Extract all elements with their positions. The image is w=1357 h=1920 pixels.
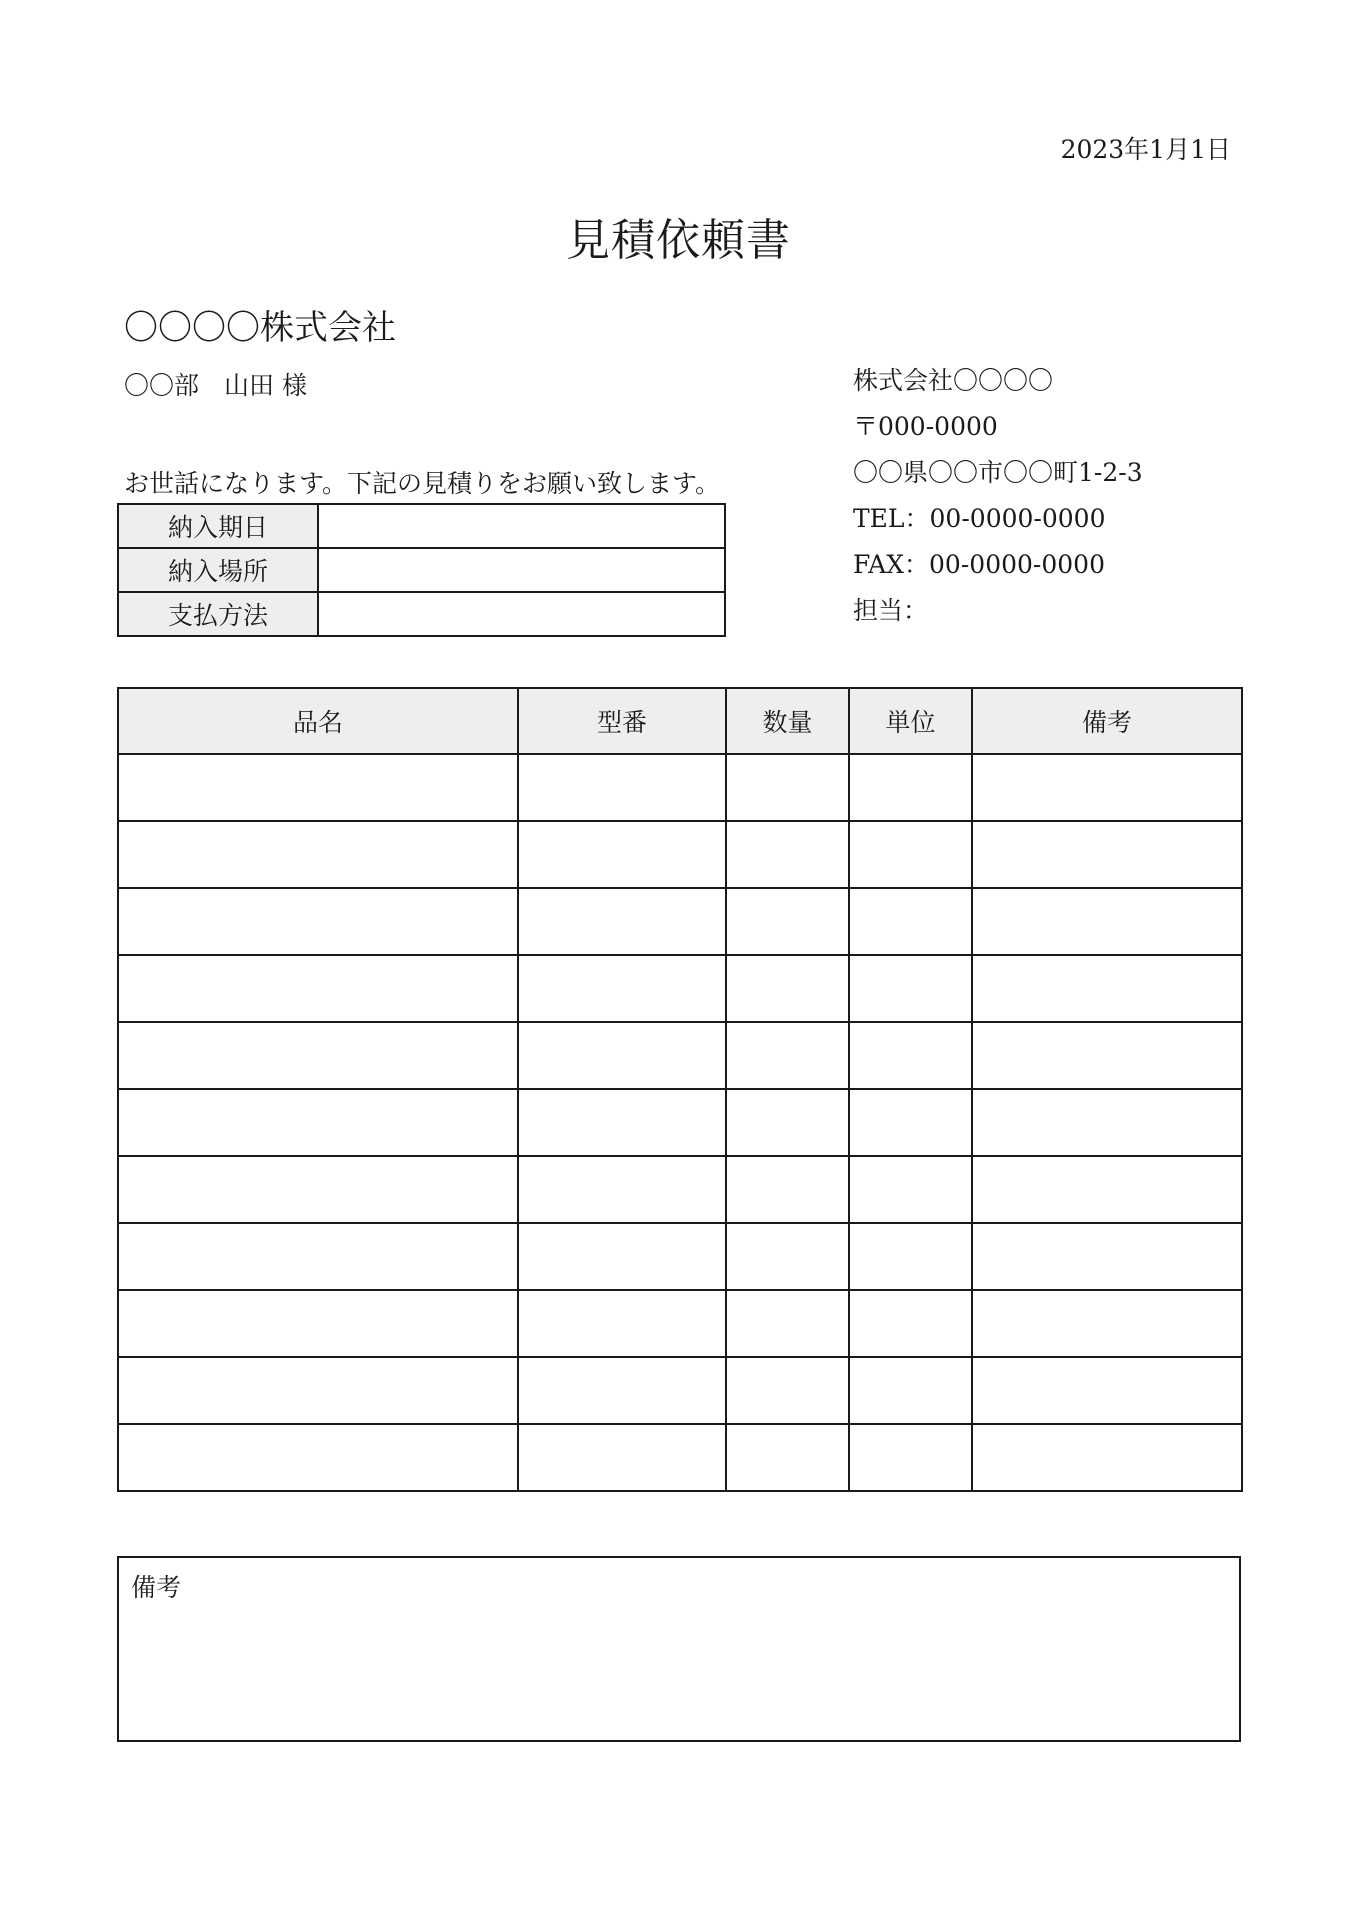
column-header-quantity: 数量 <box>726 688 849 754</box>
cell-quantity[interactable] <box>726 1424 849 1491</box>
items-table <box>117 687 1243 1492</box>
cell-item-name[interactable] <box>118 955 518 1022</box>
info-row-delivery-date <box>118 504 725 548</box>
cell-item-name[interactable] <box>118 1022 518 1089</box>
cell-model-number[interactable] <box>518 1290 726 1357</box>
cell-unit[interactable] <box>849 1223 972 1290</box>
sender-company: 株式会社〇〇〇〇 <box>853 366 1054 395</box>
delivery-info-table <box>117 503 726 637</box>
cell-quantity[interactable] <box>726 1290 849 1357</box>
cell-item-name[interactable] <box>118 821 518 888</box>
cell-model-number[interactable] <box>518 1089 726 1156</box>
cell-item-name[interactable] <box>118 1223 518 1290</box>
table-row <box>118 754 1242 821</box>
cell-quantity[interactable] <box>726 754 849 821</box>
remarks-box[interactable] <box>117 1556 1241 1742</box>
cell-item-name[interactable] <box>118 1290 518 1357</box>
cell-quantity[interactable] <box>726 821 849 888</box>
cell-notes[interactable] <box>972 1223 1242 1290</box>
table-row <box>118 1156 1242 1223</box>
cell-notes[interactable] <box>972 955 1242 1022</box>
sender-block <box>853 366 1143 642</box>
sender-postal: 〒000-0000 <box>853 412 998 441</box>
recipient-person: 〇〇部 山田 様 <box>124 371 307 400</box>
cell-notes[interactable] <box>972 821 1242 888</box>
column-header-unit: 単位 <box>849 688 972 754</box>
cell-item-name[interactable] <box>118 888 518 955</box>
cell-unit[interactable] <box>849 1357 972 1424</box>
cell-model-number[interactable] <box>518 1022 726 1089</box>
info-label: 納入期日 <box>118 504 318 548</box>
cell-unit[interactable] <box>849 1089 972 1156</box>
cell-unit[interactable] <box>849 1290 972 1357</box>
sender-address: 〇〇県〇〇市〇〇町1-2-3 <box>853 458 1143 487</box>
cell-unit[interactable] <box>849 1022 972 1089</box>
cell-notes[interactable] <box>972 1424 1242 1491</box>
cell-quantity[interactable] <box>726 955 849 1022</box>
cell-item-name[interactable] <box>118 1089 518 1156</box>
cell-notes[interactable] <box>972 1089 1242 1156</box>
column-header-model-number: 型番 <box>518 688 726 754</box>
column-header-notes: 備考 <box>972 688 1242 754</box>
info-value[interactable] <box>318 548 725 592</box>
info-value[interactable] <box>318 592 725 636</box>
table-row <box>118 1424 1242 1491</box>
cell-unit[interactable] <box>849 821 972 888</box>
table-row <box>118 1290 1242 1357</box>
cell-unit[interactable] <box>849 1156 972 1223</box>
cell-model-number[interactable] <box>518 1223 726 1290</box>
table-row <box>118 955 1242 1022</box>
cell-model-number[interactable] <box>518 754 726 821</box>
cell-model-number[interactable] <box>518 821 726 888</box>
column-header-item-name: 品名 <box>118 688 518 754</box>
document-date: 2023年1月1日 <box>1060 135 1231 164</box>
cell-notes[interactable] <box>972 1156 1242 1223</box>
cell-notes[interactable] <box>972 1022 1242 1089</box>
cell-model-number[interactable] <box>518 888 726 955</box>
cell-quantity[interactable] <box>726 888 849 955</box>
cell-notes[interactable] <box>972 888 1242 955</box>
table-row <box>118 1022 1242 1089</box>
cell-model-number[interactable] <box>518 1357 726 1424</box>
info-row-delivery-place <box>118 548 725 592</box>
cell-item-name[interactable] <box>118 1357 518 1424</box>
recipient-company: 〇〇〇〇株式会社 <box>124 308 396 348</box>
cell-quantity[interactable] <box>726 1022 849 1089</box>
info-label: 納入場所 <box>118 548 318 592</box>
cell-item-name[interactable] <box>118 1156 518 1223</box>
cell-unit[interactable] <box>849 1424 972 1491</box>
table-row <box>118 821 1242 888</box>
table-row <box>118 1223 1242 1290</box>
table-row <box>118 1357 1242 1424</box>
cell-item-name[interactable] <box>118 1424 518 1491</box>
document-title: 見積依頼書 <box>566 215 791 266</box>
items-header-row <box>118 688 1242 754</box>
cell-unit[interactable] <box>849 888 972 955</box>
info-row-payment-method <box>118 592 725 636</box>
sender-tel: TEL：00-0000-0000 <box>853 504 1106 533</box>
cell-notes[interactable] <box>972 1290 1242 1357</box>
cell-quantity[interactable] <box>726 1357 849 1424</box>
info-value[interactable] <box>318 504 725 548</box>
cell-notes[interactable] <box>972 754 1242 821</box>
cell-model-number[interactable] <box>518 955 726 1022</box>
cell-notes[interactable] <box>972 1357 1242 1424</box>
cell-unit[interactable] <box>849 754 972 821</box>
remarks-label: 備考 <box>131 1573 182 1602</box>
cell-quantity[interactable] <box>726 1089 849 1156</box>
cell-item-name[interactable] <box>118 754 518 821</box>
cell-model-number[interactable] <box>518 1156 726 1223</box>
info-label: 支払方法 <box>118 592 318 636</box>
sender-fax: FAX：00-0000-0000 <box>853 550 1105 579</box>
cell-unit[interactable] <box>849 955 972 1022</box>
cell-quantity[interactable] <box>726 1156 849 1223</box>
cell-model-number[interactable] <box>518 1424 726 1491</box>
sender-contact: 担当： <box>853 596 929 625</box>
table-row <box>118 1089 1242 1156</box>
greeting-text: お世話になります。下記の見積りをお願い致します。 <box>124 469 721 498</box>
table-row <box>118 888 1242 955</box>
cell-quantity[interactable] <box>726 1223 849 1290</box>
